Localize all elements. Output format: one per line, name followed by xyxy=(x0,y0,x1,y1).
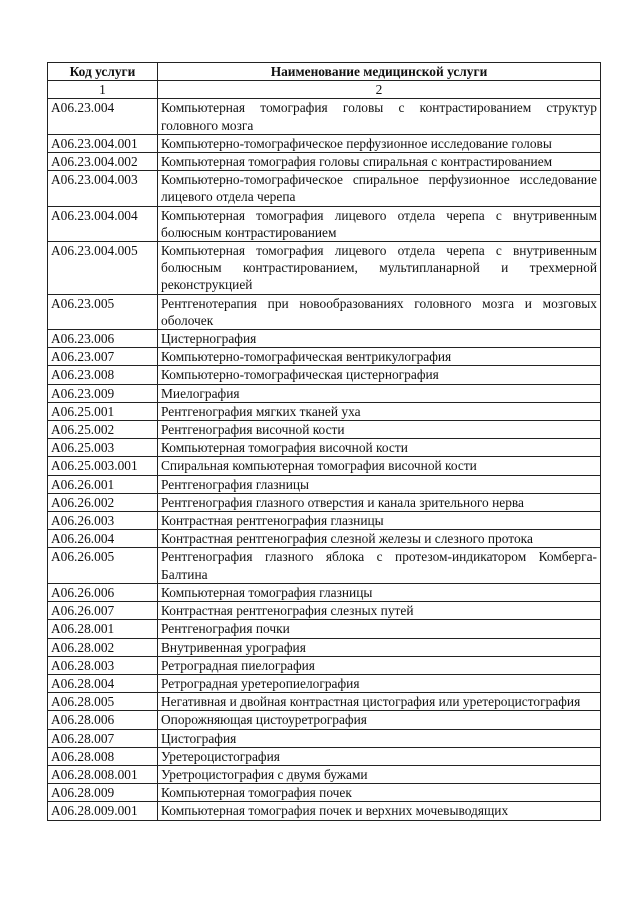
table-row xyxy=(48,530,601,548)
service-code-cell: A06.23.008 xyxy=(48,366,158,384)
table-row xyxy=(48,206,601,241)
service-name-cell: Рентгенография глазного отверстия и канала зрительного нерва xyxy=(158,493,601,511)
service-name-cell: Цистернография xyxy=(158,330,601,348)
service-name-cell: Рентгенография мягких тканей уха xyxy=(158,402,601,420)
service-code-cell: A06.26.005 xyxy=(48,548,158,583)
table-row xyxy=(48,493,601,511)
service-code-cell: A06.28.009 xyxy=(48,784,158,802)
service-code-cell: A06.28.004 xyxy=(48,674,158,692)
service-code-cell: A06.26.001 xyxy=(48,475,158,493)
table-row xyxy=(48,330,601,348)
service-code-cell: A06.23.004.001 xyxy=(48,134,158,152)
service-code-cell: A06.26.007 xyxy=(48,602,158,620)
service-name-cell: Компьютерная томография головы спиральная с контрастированием xyxy=(158,153,601,171)
table-row xyxy=(48,366,601,384)
service-code-cell: A06.23.004.005 xyxy=(48,242,158,295)
table-row xyxy=(48,620,601,638)
service-name-cell: Компьютерно-томографическое спиральное перфузионное исследование лицевого отдела черепа xyxy=(158,171,601,206)
service-name-cell: Ретроградная уретеропиелография xyxy=(158,674,601,692)
column-number-1: 1 xyxy=(48,81,158,99)
service-code-cell: A06.25.003.001 xyxy=(48,457,158,475)
table-header-row xyxy=(48,63,601,81)
service-code-cell: A06.23.004 xyxy=(48,99,158,134)
table-row xyxy=(48,674,601,692)
service-name-cell: Рентгенография почки xyxy=(158,620,601,638)
table-row xyxy=(48,784,601,802)
service-code-cell: A06.28.009.001 xyxy=(48,802,158,820)
table-row xyxy=(48,384,601,402)
service-name-cell: Компьютерная томография почек и верхних мочевыводящих xyxy=(158,802,601,820)
service-code-cell: A06.25.003 xyxy=(48,439,158,457)
table-row xyxy=(48,171,601,206)
service-name-cell: Компьютерно-томографическая вентрикулография xyxy=(158,348,601,366)
service-code-cell: A06.23.004.002 xyxy=(48,153,158,171)
table-row xyxy=(48,153,601,171)
table-row xyxy=(48,348,601,366)
service-code-cell: A06.26.004 xyxy=(48,530,158,548)
table-row xyxy=(48,402,601,420)
service-name-cell: Компьютерно-томографическая цистернография xyxy=(158,366,601,384)
service-name-cell: Рентгенотерапия при новообразованиях головного мозга и мозговых оболочек xyxy=(158,294,601,329)
service-name-cell: Внутривенная урография xyxy=(158,638,601,656)
service-name-cell: Контрастная рентгенография глазницы xyxy=(158,512,601,530)
medical-services-table xyxy=(47,62,601,821)
table-row xyxy=(48,457,601,475)
service-name-cell: Компьютерная томография височной кости xyxy=(158,439,601,457)
table-row xyxy=(48,99,601,134)
service-name-cell: Контрастная рентгенография слезных путей xyxy=(158,602,601,620)
service-name-cell: Опорожняющая цистоуретрография xyxy=(158,711,601,729)
service-code-cell: A06.28.002 xyxy=(48,638,158,656)
service-code-cell: A06.23.006 xyxy=(48,330,158,348)
service-name-cell: Спиральная компьютерная томография височной кости xyxy=(158,457,601,475)
table-row xyxy=(48,475,601,493)
service-code-cell: A06.23.004.003 xyxy=(48,171,158,206)
service-name-cell: Компьютерная томография глазницы xyxy=(158,583,601,601)
table-body xyxy=(48,99,601,820)
table-row xyxy=(48,765,601,783)
table-row xyxy=(48,421,601,439)
service-name-cell: Цистография xyxy=(158,729,601,747)
service-code-cell: A06.23.009 xyxy=(48,384,158,402)
service-code-cell: A06.23.004.004 xyxy=(48,206,158,241)
table-row xyxy=(48,242,601,295)
table-row xyxy=(48,294,601,329)
service-name-cell: Ретроградная пиелография xyxy=(158,656,601,674)
service-code-cell: A06.26.002 xyxy=(48,493,158,511)
service-code-cell: A06.28.006 xyxy=(48,711,158,729)
service-code-cell: A06.28.008 xyxy=(48,747,158,765)
service-name-cell: Уретроцистография с двумя бужами xyxy=(158,765,601,783)
table-row xyxy=(48,602,601,620)
table-row xyxy=(48,439,601,457)
service-code-cell: A06.28.005 xyxy=(48,693,158,711)
table-row xyxy=(48,548,601,583)
table-row xyxy=(48,802,601,820)
service-name-cell: Компьютерная томография лицевого отдела черепа с внутривенным болюсным контрастированием, мультипланарной и трехмерной реконструкцией xyxy=(158,242,601,295)
service-name-cell: Уретероцистография xyxy=(158,747,601,765)
service-name-cell: Рентгенография височной кости xyxy=(158,421,601,439)
column-number-2: 2 xyxy=(158,81,601,99)
service-code-cell: A06.23.005 xyxy=(48,294,158,329)
column-numbering-row xyxy=(48,81,601,99)
table-row xyxy=(48,711,601,729)
service-name-cell: Рентгенография глазницы xyxy=(158,475,601,493)
service-code-cell: A06.28.001 xyxy=(48,620,158,638)
service-code-cell: A06.28.007 xyxy=(48,729,158,747)
service-code-cell: A06.26.006 xyxy=(48,583,158,601)
table-row xyxy=(48,747,601,765)
table-row xyxy=(48,638,601,656)
service-name-cell: Компьютерная томография лицевого отдела черепа с внутривенным болюсным контрастированием xyxy=(158,206,601,241)
service-name-cell: Контрастная рентгенография слезной железы и слезного протока xyxy=(158,530,601,548)
table-row xyxy=(48,134,601,152)
service-code-cell: A06.25.001 xyxy=(48,402,158,420)
service-code-cell: A06.26.003 xyxy=(48,512,158,530)
service-name-cell: Компьютерная томография головы с контрастированием структур головного мозга xyxy=(158,99,601,134)
table-row xyxy=(48,693,601,711)
service-name-cell: Рентгенография глазного яблока с протезом-индикатором Комберга-Балтина xyxy=(158,548,601,583)
header-service-name: Наименование медицинской услуги xyxy=(158,63,601,81)
service-name-cell: Компьютерная томография почек xyxy=(158,784,601,802)
table-row xyxy=(48,656,601,674)
service-name-cell: Компьютерно-томографическое перфузионное исследование головы xyxy=(158,134,601,152)
service-code-cell: A06.25.002 xyxy=(48,421,158,439)
service-code-cell: A06.23.007 xyxy=(48,348,158,366)
service-code-cell: A06.28.008.001 xyxy=(48,765,158,783)
service-name-cell: Миелография xyxy=(158,384,601,402)
service-name-cell: Негативная и двойная контрастная цистография или уретероцистография xyxy=(158,693,601,711)
service-code-cell: A06.28.003 xyxy=(48,656,158,674)
header-service-code: Код услуги xyxy=(48,63,158,81)
table-row xyxy=(48,583,601,601)
table-row xyxy=(48,729,601,747)
table-row xyxy=(48,512,601,530)
